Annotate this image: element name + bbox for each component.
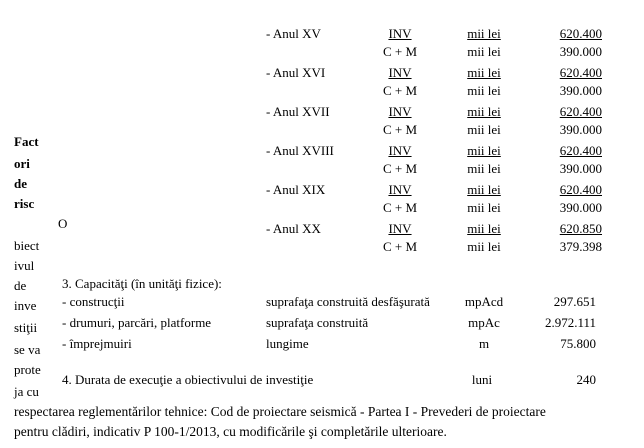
left-bold-word: risc <box>14 196 35 211</box>
unit-label: mii lei <box>467 122 501 137</box>
capacities-heading: 3. Capacităţi (în unităţi fizice): <box>62 276 222 291</box>
capacity-unit: m <box>478 336 490 351</box>
left-word: ja cu <box>14 384 39 399</box>
left-word: ivul <box>14 258 35 273</box>
unit-label: mii lei <box>467 182 501 197</box>
left-bold-word: ori <box>14 156 30 171</box>
unit-label: mii lei <box>467 44 501 59</box>
cm-value: 390.000 <box>559 44 602 59</box>
inv-label: INV <box>388 182 412 197</box>
inv-label: INV <box>388 26 412 41</box>
cm-label: C + M <box>382 122 418 137</box>
left-word: prote <box>14 362 41 377</box>
unit-label: mii lei <box>467 221 501 236</box>
inv-label: INV <box>388 221 412 236</box>
cm-value: 390.000 <box>559 122 602 137</box>
capacity-description: lungime <box>266 336 309 351</box>
left-word: de <box>14 278 27 293</box>
inv-value: 620.400 <box>559 143 602 158</box>
inv-value: 620.850 <box>559 221 602 236</box>
capacity-value: 297.651 <box>553 294 596 309</box>
unit-label: mii lei <box>467 26 501 41</box>
capacity-value: 75.800 <box>560 336 596 351</box>
cm-value: 379.398 <box>559 239 602 254</box>
left-bold-word: Fact <box>14 134 39 149</box>
capacity-unit: mpAc <box>468 315 500 330</box>
inv-value: 620.400 <box>559 26 602 41</box>
cm-value: 390.000 <box>559 161 602 176</box>
inv-value: 620.400 <box>559 65 602 80</box>
paragraph-line-1: respectarea reglementărilor tehnice: Cod de proiectare seismică - Partea I - Prevederi de proiectare <box>14 404 546 419</box>
left-word: inve <box>14 298 37 313</box>
year-label: - Anul XX <box>266 221 321 236</box>
unit-label: mii lei <box>467 161 501 176</box>
capacity-value: 2.972.111 <box>544 315 596 330</box>
inv-value: 620.400 <box>559 104 602 119</box>
cm-label: C + M <box>382 83 418 98</box>
cm-value: 390.000 <box>559 200 602 215</box>
year-label: - Anul XVIII <box>266 143 334 158</box>
inv-label: INV <box>388 143 412 158</box>
duration-value: 240 <box>576 372 596 387</box>
cm-label: C + M <box>382 239 418 254</box>
cm-label: C + M <box>382 44 418 59</box>
unit-label: mii lei <box>467 200 501 215</box>
left-word: se va <box>14 342 41 357</box>
year-label: - Anul XV <box>266 26 321 41</box>
duration-label: 4. Durata de execuţie a obiectivului de investiţie <box>62 372 314 387</box>
left-word: stiţii <box>14 320 38 335</box>
left-word: biect <box>14 238 40 253</box>
unit-label: mii lei <box>467 65 501 80</box>
capacity-item: - drumuri, parcări, platforme <box>62 315 212 330</box>
cm-label: C + M <box>382 200 418 215</box>
year-label: - Anul XIX <box>266 182 326 197</box>
capacity-unit: mpAcd <box>464 294 504 309</box>
unit-label: mii lei <box>467 104 501 119</box>
unit-label: mii lei <box>467 239 501 254</box>
inv-label: INV <box>388 65 412 80</box>
unit-label: mii lei <box>467 83 501 98</box>
duration-unit: luni <box>471 372 493 387</box>
left-letter-o: O <box>58 216 68 231</box>
year-label: - Anul XVI <box>266 65 326 80</box>
paragraph-line-2: pentru clădiri, indicativ P 100-1/2013, cu modificările şi completările ulterioare. <box>14 424 447 439</box>
capacity-description: suprafaţa construită desfăşurată <box>266 294 430 309</box>
cm-value: 390.000 <box>559 83 602 98</box>
unit-label: mii lei <box>467 143 501 158</box>
left-bold-word: de <box>14 176 27 191</box>
capacity-description: suprafaţa construită <box>266 315 369 330</box>
cm-label: C + M <box>382 161 418 176</box>
year-label: - Anul XVII <box>266 104 330 119</box>
capacity-item: - construcţii <box>62 294 125 309</box>
inv-label: INV <box>388 104 412 119</box>
capacity-item: - împrejmuiri <box>62 336 132 351</box>
inv-value: 620.400 <box>559 182 602 197</box>
